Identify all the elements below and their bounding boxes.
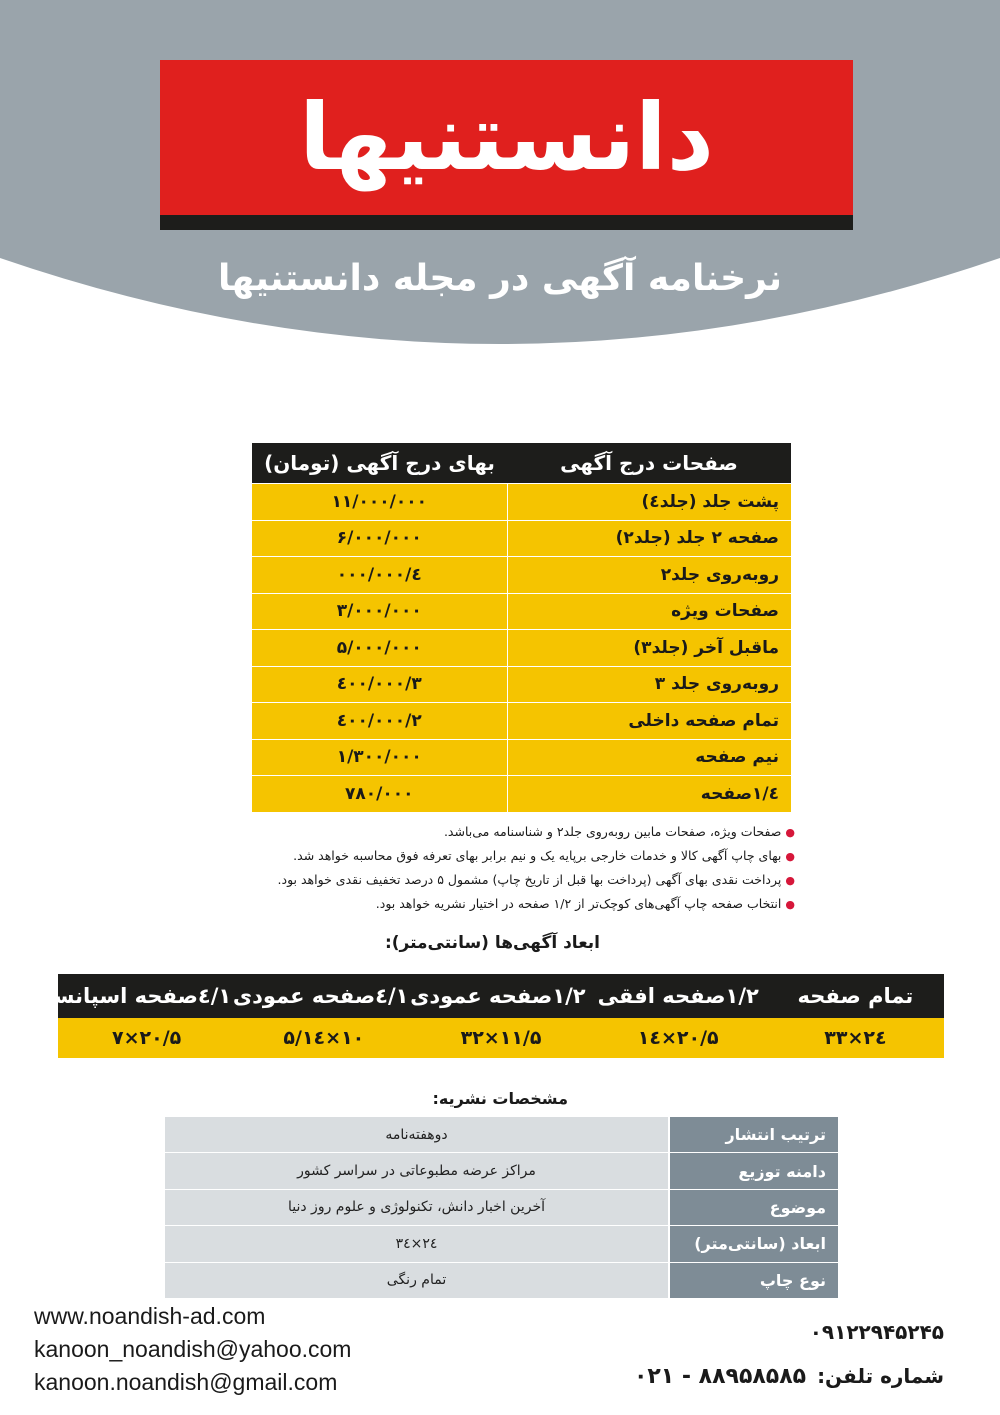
contact-phones: [564, 1315, 944, 1393]
spec-value: آخرین اخبار دانش، تکنولوژی و علوم روز دنیا: [165, 1189, 669, 1225]
dimensions-value-row: [58, 1018, 944, 1058]
mobile-number: ۰۹۱۲۲۹۴۵۲۴۵: [809, 1320, 944, 1344]
dimension-value: ۲٤×۳۳: [767, 1018, 944, 1058]
dimension-header: ۱/۲صفحه افقی: [590, 974, 767, 1018]
magazine-logo: [160, 60, 853, 230]
dimensions-table: [40, 974, 944, 1058]
note-item: [250, 868, 795, 892]
dimension-value: ۲۰/۵×۱٤: [590, 1018, 767, 1058]
page-cell: صفحات ویژه: [507, 593, 791, 630]
dimension-value: ۱۰×۱٤/۵: [235, 1018, 412, 1058]
table-row: [252, 776, 791, 812]
phone-number: ۰۲۱ - ۸۸۹۵۸۵۸۵: [633, 1364, 807, 1389]
price-cell: ۳/٤۰۰/۰۰۰: [252, 666, 507, 703]
page-cell: نیم صفحه: [507, 739, 791, 776]
spec-label: ابعاد (سانتی‌متر): [669, 1226, 838, 1262]
price-cell: ۱/۳۰۰/۰۰۰: [252, 739, 507, 776]
table-row: [252, 739, 791, 776]
dimension-value: ۱۱/۵×۳۲: [412, 1018, 589, 1058]
phone-label: شماره تلفن:: [817, 1364, 944, 1388]
email-gmail-link[interactable]: kanoon.noandish@gmail.com: [34, 1369, 338, 1395]
spec-value: مراکز عرضه مطبوعاتی در سراسر کشور: [165, 1153, 669, 1189]
price-cell: ۷۸۰/۰۰۰: [252, 776, 507, 812]
price-cell: ۳/۰۰۰/۰۰۰: [252, 593, 507, 630]
table-row: [252, 703, 791, 740]
phone-row: [564, 1359, 944, 1393]
dimensions-title: ابعاد آگهی‌ها (سانتی‌متر):: [384, 933, 600, 953]
page-cell: ٤/۱صفحه: [507, 776, 791, 812]
notes-list: [250, 820, 795, 916]
note-item: [250, 820, 795, 844]
spec-value: ۲٤×۳٤: [165, 1226, 669, 1262]
dimensions-header-row: [58, 974, 944, 1018]
page-cell: پشت جلد (جلد٤): [507, 484, 791, 521]
price-cell: ۲/٤۰۰/۰۰۰: [252, 703, 507, 740]
specs-title: مشخصات نشریه:: [432, 1089, 568, 1108]
email-yahoo-link[interactable]: kanoon_noandish@yahoo.com: [34, 1336, 352, 1362]
price-cell: ۱۱/۰۰۰/۰۰۰: [252, 484, 507, 521]
spec-value: دوهفته‌نامه: [165, 1117, 669, 1153]
note-text: پرداخت نقدی بهای آگهی (پرداخت بها قبل از تاریخ چاپ) مشمول ۵ درصد تخفیف نقدی خواهد بود.: [277, 872, 782, 887]
dimension-header: ۱/٤صفحه اسپانسر: [58, 974, 235, 1018]
spec-label: دامنه توزیع: [669, 1153, 838, 1189]
dimension-header: ۱/۲صفحه عمودی: [412, 974, 589, 1018]
spec-label: ترتیب انتشار: [669, 1117, 838, 1153]
page-cell: صفحه ۲ جلد (جلد۲): [507, 520, 791, 557]
table-row: [252, 484, 791, 521]
table-row: [165, 1226, 838, 1262]
website-link[interactable]: www.noandish-ad.com: [34, 1303, 266, 1329]
contact-links: [34, 1300, 434, 1399]
price-cell: ٤/۰۰۰/۰۰۰: [252, 557, 507, 594]
note-text: صفحات ویژه، صفحات مابین روبه‌روی جلد۲ و شناسنامه می‌باشد.: [443, 824, 782, 839]
page-subtitle: نرخنامه آگهی در مجله دانستنیها: [217, 258, 783, 299]
table-row: [165, 1153, 838, 1189]
page-cell: روبه‌روی جلد۲: [507, 557, 791, 594]
note-text: انتخاب صفحه چاپ آگهی‌های کوچک‌تر از ۱/۲ صفحه در اختیار نشریه خواهد بود.: [375, 896, 782, 911]
note-text: بهای چاپ آگهی کالا و خدمات خارجی بر‌پایه یک و نیم برابر بهای تعرفه فوق محاسبه خواهد شد.: [293, 848, 782, 863]
bullet-icon: ●: [785, 826, 795, 839]
table-row: [252, 557, 791, 594]
dimension-value: ۲۰/۵×۷: [58, 1018, 235, 1058]
dimension-header: ۱/٤صفحه عمودی: [235, 974, 412, 1018]
table-row: [252, 520, 791, 557]
price-cell: ۶/۰۰۰/۰۰۰: [252, 520, 507, 557]
header-page-column: صفحات درج آگهی: [507, 443, 791, 484]
table-row: [252, 593, 791, 630]
note-item: [250, 844, 795, 868]
table-row: [165, 1262, 838, 1298]
table-row: [165, 1117, 838, 1153]
spec-label: موضوع: [669, 1189, 838, 1225]
bullet-icon: ●: [785, 874, 795, 887]
spec-value: تمام رنگی: [165, 1262, 669, 1298]
table-row: [252, 630, 791, 667]
price-table-header: [252, 443, 791, 484]
spec-label: نوع چاپ: [669, 1262, 838, 1298]
header-price-column: بهای درج آگهی (تومان): [252, 443, 507, 484]
specs-table: [165, 1117, 838, 1299]
page-cell: ماقبل آخر (جلد۳): [507, 630, 791, 667]
page-cell: تمام صفحه داخلی: [507, 703, 791, 740]
page-cell: روبه‌روی جلد ۳: [507, 666, 791, 703]
price-cell: ۵/۰۰۰/۰۰۰: [252, 630, 507, 667]
bullet-icon: ●: [785, 850, 795, 863]
table-row: [165, 1189, 838, 1225]
note-item: [250, 892, 795, 916]
dimension-header: تمام صفحه: [767, 974, 944, 1018]
logo-text: دانستنیها: [299, 84, 714, 191]
price-table: [252, 443, 791, 812]
table-row: [252, 666, 791, 703]
bullet-icon: ●: [785, 898, 795, 911]
